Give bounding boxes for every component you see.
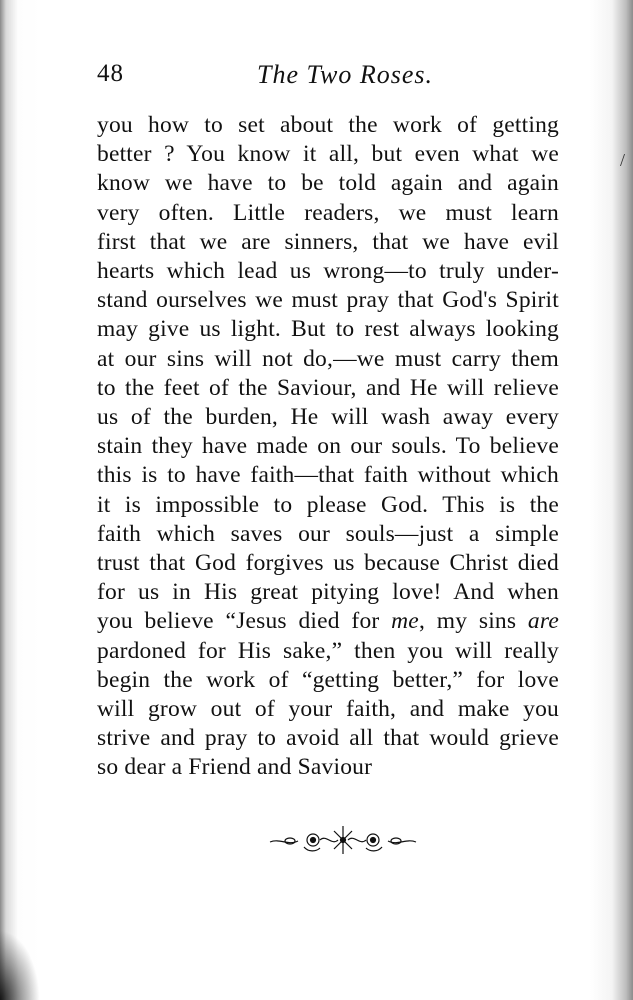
text-line: us of the burden, He will wash away every [97,404,559,431]
text-line: pardoned for His sake,” then you will really [97,637,559,664]
text-line: trust that God forgives us because Christ died [97,550,559,577]
text-line: begin the work of “getting better,” for love [97,666,559,693]
text-line: so dear a Friend and Saviour [97,754,373,781]
text-line: strive and pray to avoid all that would grieve [97,725,559,752]
text-line: will grow out of your faith, and make you [97,696,559,723]
text-segment: you believe “Jesus died for [97,608,380,635]
text-line: better ? You know it all, but even what we [97,141,559,168]
text-line-mixed [97,607,559,636]
italic-word: me [391,608,419,635]
text-line: faith which saves our souls—just a simple [97,520,559,547]
text-line: at our sins will not do,—we must carry them [97,345,559,372]
running-title: The Two Roses. [257,60,434,89]
scan-shadow [0,930,40,1000]
text-line: may give us light. But to rest always looking [97,316,559,343]
text-line: know we have to be told again and again [97,170,559,197]
italic-word: are [527,608,559,635]
text-line: very often. Little readers, we must learn [97,199,559,226]
margin-mark: / [620,150,626,170]
text-line: you how to set about the work of getting [97,112,559,138]
floral-ornament-icon [268,822,418,858]
text-line: to the feet of the Saviour, and He will relieve [97,374,559,401]
text-line: stand ourselves we must pray that God's Spirit [97,287,559,314]
page-number: 48 [97,60,124,87]
text-segment: , my sins [418,608,517,635]
text-line: first that we are sinners, that we have evil [97,228,559,255]
text-line: stain they have made on our souls. To believe [97,433,559,460]
text-line: it is impossible to please God. This is the [97,491,559,518]
page-header [97,60,557,100]
text-line: this is to have faith—that faith without which [97,462,559,489]
text-line: for us in His great pitying love! And when [97,579,559,606]
text-line: hearts which lead us wrong—to truly under- [97,258,559,285]
body-text [97,111,559,783]
